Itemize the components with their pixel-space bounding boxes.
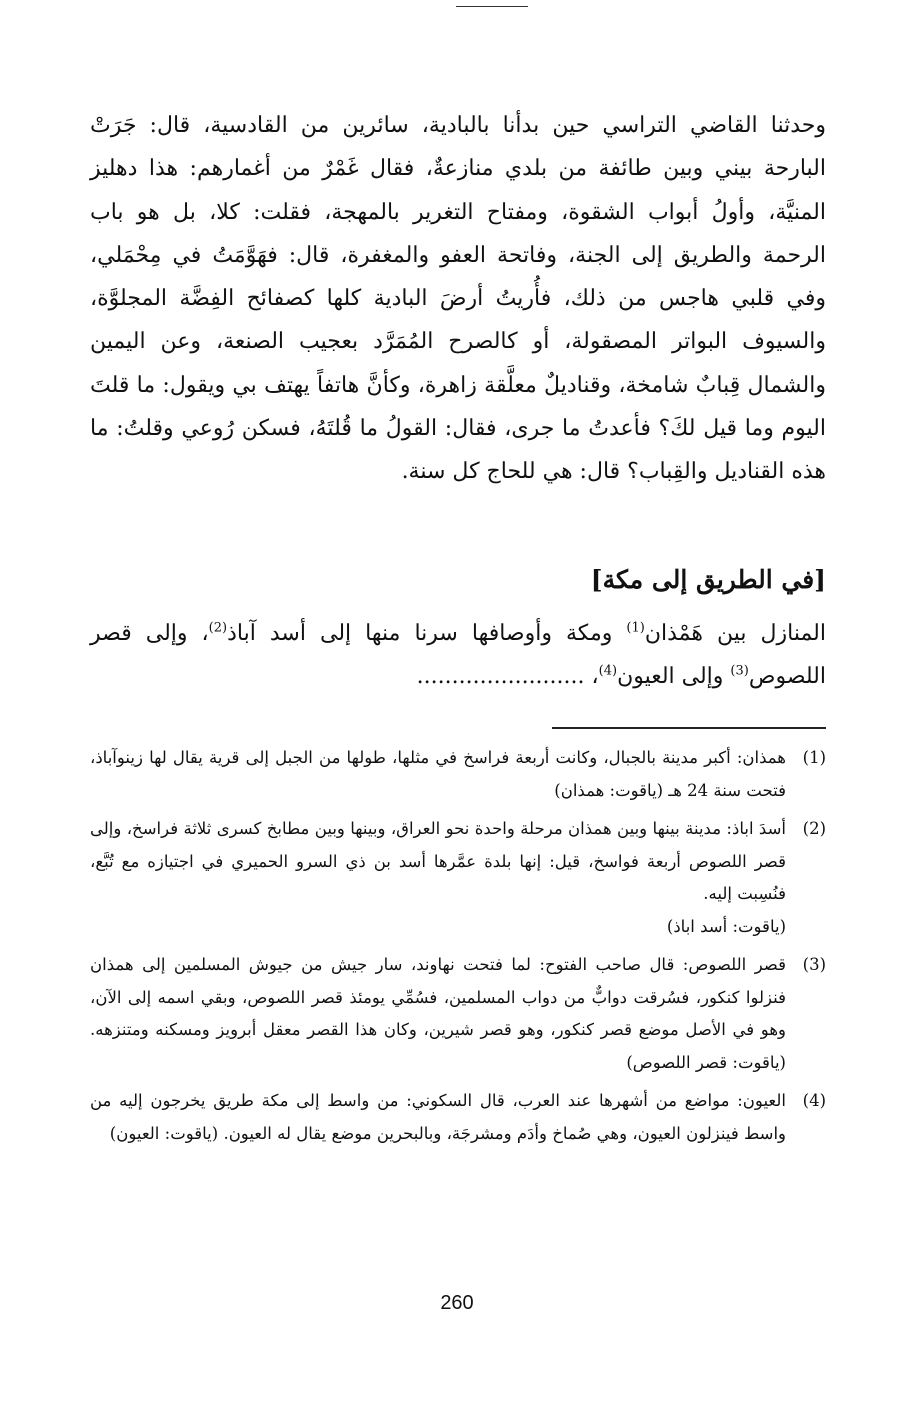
section-text-part3: ، وإلى قصر اللصوص <box>90 621 826 689</box>
footnotes <box>90 742 826 1156</box>
section-text-part2: ومكة وأوصافها سرنا منها إلى أسد آباذ <box>227 621 627 646</box>
footnote-ref-3[interactable]: (3) <box>730 663 749 679</box>
footnote-number: (1) <box>802 748 826 767</box>
footnote-1 <box>90 742 826 807</box>
footnote-body <box>90 813 786 943</box>
page-number: 260 <box>440 1292 474 1314</box>
footnote-source: (ياقوت: أسد اباذ) <box>666 916 786 936</box>
footnote-2 <box>90 813 826 943</box>
footnote-number: (2) <box>802 819 826 838</box>
footnote-ref-2[interactable]: (2) <box>208 620 228 636</box>
footnote-4 <box>90 1085 826 1150</box>
body-paragraph: وحدثنا القاضي التراسي حين بدأنا بالبادية، سائرين من القادسية، قال: جَرَتْ البارحة بيني وبين طائفة من بلدي منازعةٌ، فقال غَمْرٌ من أغمارهم: هذا دهليز المنيَّة، وأولُ أبواب الشقوة، ومفتاح التغرير بالمهجة، فقلت: كلا، بل هو باب الرحمة والطريق إلى الجنة، وفاتحة العفو والمغفرة، قال: فهَوَّمَتُ في مِحْمَلي، وفي قلبي هاجس من ذلك، فأُريتُ أرضَ البادية كلها كصفائح الفِضَّة المجلوَّة، والسيوف البواتر المصقولة، أو كالصرح المُمَرَّد بعجيب الصنعة، وعن اليمين والشمال قِبابٌ شامخة، وقناديلٌ معلَّقة زاهرة، وكأنَّ هاتفاً يهتف بي ويقول: ما قلتَ اليوم وما قيل لكَ؟ فأعدتُ ما جرى، فقال: القولُ ما قُلتَهُ، فسكن رُوعي وقلتُ: ما هذه القناديل والقِباب؟ قال: هي للحاج كل سنة. <box>90 113 826 485</box>
footnote-body <box>90 949 786 1079</box>
section-heading: [في الطريق إلى مكة] <box>590 565 826 594</box>
footnote-number: (3) <box>802 955 826 974</box>
footnote-ref-1[interactable]: (1) <box>626 620 645 636</box>
ellipsis-dots: ........................ <box>416 664 585 689</box>
footnote-divider <box>552 727 826 729</box>
section-text-part4: وإلى العيون <box>617 664 731 689</box>
footnote-body <box>90 1085 786 1150</box>
footnote-text: همذان: أكبر مدينة بالجبال، وكانت أربعة فراسخ في مثلها، طولها من الجبل إلى قرية يقال لها زينوآباذ، فتحت سنة 24 هـ (ياقوت: همذان) <box>90 748 786 800</box>
footnote-ref-4[interactable]: (4) <box>598 663 618 679</box>
footnote-3 <box>90 949 826 1079</box>
footnote-text: أسدَ اباذ: مدينة بينها وبين همذان مرحلة واحدة نحو العراق، وبينها وبين مطابخ كسرى ثلاثة فراسخ، وإلى قصر اللصوص أربعة فواسخ، قيل: إنها بلدة عمَّرها أسد بن ذي السرو الحميري في اجتيازه مع تُبَّع، فنُسِبت إليه. <box>90 819 786 903</box>
section-text-part5: ، <box>591 664 599 689</box>
body-text <box>90 104 826 494</box>
footnote-number: (4) <box>802 1091 826 1110</box>
footnote-body <box>90 742 786 807</box>
footnote-text: قصر اللصوص: قال صاحب الفتوح: لما فتحت نهاوند، سار جيش من جيوش المسلمين إلى همذان فنزلوا كنكور، فسُرقت دوابٌّ من دواب المسلمين، فسُمِّي يومئذ قصر اللصوص، وبقي اسمه إلى الآن، وهو في الأصل موضع قصر كنكور، وهو قصر شيرين، وكان هذا القصر معقل أبرويز ومسكنه ومتنزهه. (ياقوت: قصر اللصوص) <box>90 955 786 1072</box>
section-text-part1: المنازل بين هَمْذان <box>644 621 826 646</box>
footnote-text: العيون: مواضع من أشهرها عند العرب، قال السكوني: من واسط إلى مكة طريق يخرجون إليه من واسط فينزلون العيون، وهي صُماخ وأدَم ومشرجَة، وبالبحرين موضع يقال له العيون. (ياقوت: العيون) <box>90 1091 786 1143</box>
section-paragraph <box>90 612 826 698</box>
section-text <box>90 612 826 698</box>
top-rule <box>456 6 528 7</box>
